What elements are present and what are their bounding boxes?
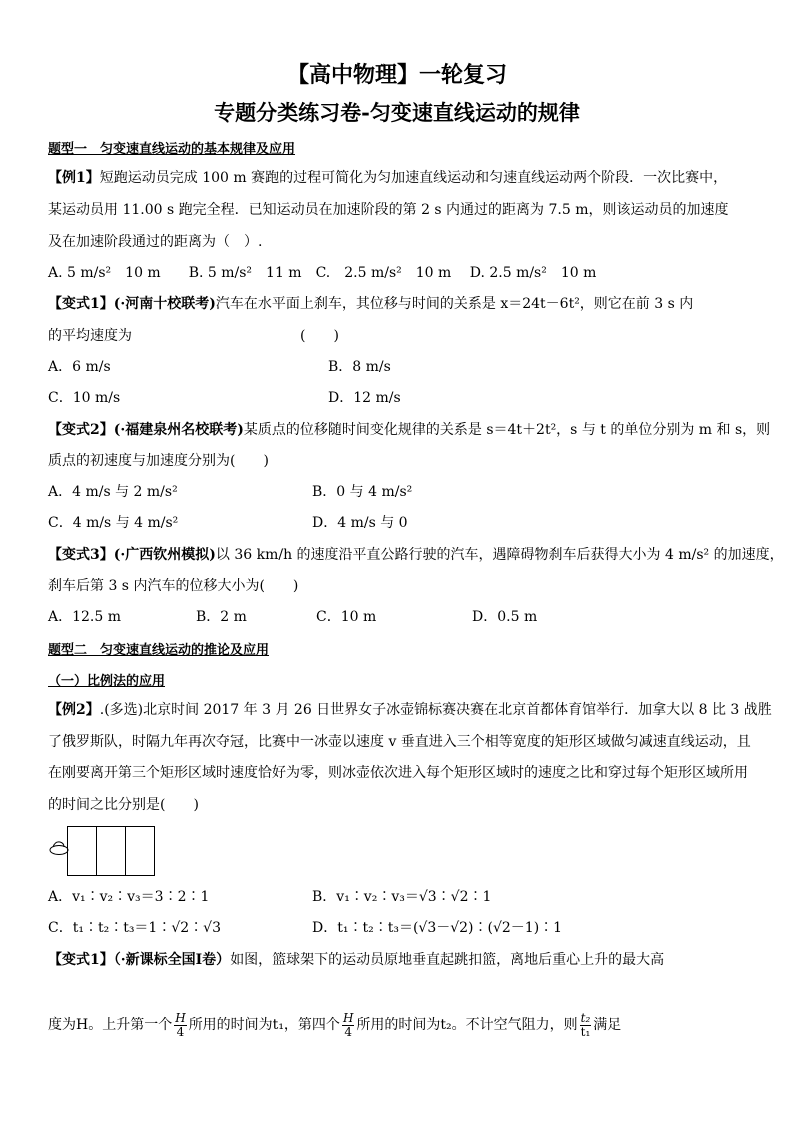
variant-2-line-2: 质点的初速度与加速度分别为( ) — [48, 453, 269, 469]
variant-4-line-2 — [48, 1010, 621, 1040]
variant-3-line-2: 刹车后第 3 s 内汽车的位移大小为( ) — [48, 578, 299, 594]
page-title: 【高中物理】一轮复习 — [286, 62, 507, 88]
variant-1-option-c: C．10 m/s — [48, 390, 121, 406]
variant-2-source: (·福建泉州名校联考) — [113, 422, 244, 438]
example-1-line-2: 某运动员用 11.00 s 跑完全程．已知运动员在加速阶段的第 2 s 内通过的距离为 7.5 m，则该运动员的加速度 — [48, 202, 729, 218]
example-2-option-b: B．v₁∶v₂∶v₃＝√3∶√2∶1 — [312, 889, 492, 905]
section-heading-2: 题型二 匀变速直线运动的推论及应用 — [48, 643, 270, 658]
variant-2-option-b: B．0 与 4 m/s² — [312, 484, 413, 500]
fraction-numerator: H — [342, 1010, 354, 1025]
variant-2-text: 某质点的位移随时间变化规律的关系是 s＝4t＋2t²，s 与 t 的单位分别为 m 和 s，则 — [243, 422, 771, 438]
example-2-option-a: A．v₁∶v₂∶v₃＝3∶2∶1 — [48, 889, 210, 905]
example-2-option-c: C．t₁∶t₂∶t₃＝1∶√2∶√3 — [48, 920, 221, 936]
variant-4-tag: 【变式1】 — [48, 952, 114, 968]
example-1-line-3: 及在加速阶段通过的距离为（ ）. — [48, 234, 263, 250]
variant-1-option-b: B．8 m/s — [328, 359, 391, 375]
variant-3-text: 以 36 km/h 的速度沿平直公路行驶的汽车，遇障碍物刹车后获得大小为 4 m/s² 的加速度， — [215, 547, 784, 563]
variant-2-option-a: A．4 m/s 与 2 m/s² — [48, 484, 178, 500]
variant-3-tag: 【变式3】 — [48, 547, 114, 563]
example-1-tag: 【例1】 — [48, 170, 100, 186]
variant-2-option-c: C．4 m/s 与 4 m/s² — [48, 515, 179, 531]
example-2-tag: 【例2】 — [48, 702, 100, 718]
fraction-numerator: H — [175, 1010, 186, 1025]
subsection-heading-1: （一）比例法的应用 — [48, 674, 166, 689]
variant-2-line-1 — [48, 420, 770, 440]
fraction-denominator: 4 — [344, 1024, 352, 1039]
example-1-line-1 — [48, 168, 727, 188]
variant-1-line-2: 的平均速度为 ( ) — [48, 328, 339, 344]
variant-4-source: （·新课标全国Ⅰ卷） — [113, 952, 231, 968]
fraction-h-over-4 — [174, 1012, 186, 1039]
example-1-options: A. 5 m/s² 10 m B. 5 m/s² 11 m C. 2.5 m/s² 10 m D. 2.5 m/s² 10 m — [48, 265, 597, 281]
variant-3-option-b: B．2 m — [196, 609, 247, 625]
variant-3-line-1 — [48, 545, 784, 565]
fraction-t2-over-t1 — [580, 1012, 592, 1039]
variant-3-option-d: D．0.5 m — [472, 609, 538, 625]
fraction-denominator: 4 — [176, 1024, 185, 1039]
three-rectangles-figure — [67, 826, 155, 876]
variant-1-option-a: A．6 m/s — [48, 359, 111, 375]
fraction-denominator: t₁ — [580, 1024, 591, 1039]
variant-3-option-c: C．10 m — [316, 609, 377, 625]
fraction-numerator: t₂ — [580, 1010, 591, 1025]
variant-4-part-3: 所用的时间为t₂。不计空气阻力，则 — [356, 1017, 578, 1033]
example-2-line-2: 了俄罗斯队，时隔九年再次夺冠，比赛中一冰壶以速度 v 垂直进入三个相等宽度的矩形区域做匀减速直线运动，且 — [48, 734, 751, 750]
variant-4-part-2: 所用的时间为t₁，第四个 — [188, 1017, 340, 1033]
example-2-line-1 — [48, 700, 772, 720]
variant-1-option-d: D．12 m/s — [328, 390, 401, 406]
variant-4-line-1 — [48, 950, 664, 970]
variant-3-source: (·广西钦州模拟) — [113, 547, 216, 563]
variant-1-text: 汽车在水平面上刹车，其位移与时间的关系是 x＝24t－6t²，则它在前 3 s 内 — [215, 296, 694, 312]
variant-2-tag: 【变式2】 — [48, 422, 114, 438]
variant-4-part-4: 满足 — [593, 1017, 622, 1033]
rectangle-divider — [125, 827, 126, 875]
section-heading-1: 题型一 匀变速直线运动的基本规律及应用 — [48, 142, 296, 157]
variant-1-line-1 — [48, 294, 693, 314]
example-2-option-d: D．t₁∶t₂∶t₃＝(√3－√2)∶(√2－1)∶1 — [312, 920, 563, 936]
fraction-h-over-4 — [342, 1012, 354, 1039]
variant-1-source: (·河南十校联考) — [113, 296, 216, 312]
example-2-line-3: 在刚要离开第三个矩形区域时速度恰好为零，则冰壶依次进入每个矩形区域时的速度之比和穿过每个矩形区域所用 — [48, 765, 748, 781]
variant-4-part-1: 度为H。上升第一个 — [48, 1017, 173, 1033]
variant-4-text: 如图，篮球架下的运动员原地垂直起跳扣篮，离地后重心上升的最大高 — [230, 952, 665, 968]
example-1-text: 短跑运动员完成 100 m 赛跑的过程可简化为匀加速直线运动和匀速直线运动两个阶段．一次比赛中， — [99, 170, 728, 186]
variant-3-option-a: A．12.5 m — [48, 609, 122, 625]
variant-1-tag: 【变式1】 — [48, 296, 114, 312]
example-2-line-4: 的时间之比分别是( ) — [48, 797, 199, 813]
rectangle-divider — [96, 827, 97, 875]
page-subtitle: 专题分类练习卷-匀变速直线运动的规律 — [214, 100, 580, 125]
variant-2-option-d: D．4 m/s 与 0 — [312, 515, 408, 531]
example-2-text: .(多选)北京时间 2017 年 3 月 26 日世界女子冰壶锦标赛决赛在北京首都体育馆举行．加拿大以 8 比 3 战胜 — [99, 702, 772, 718]
